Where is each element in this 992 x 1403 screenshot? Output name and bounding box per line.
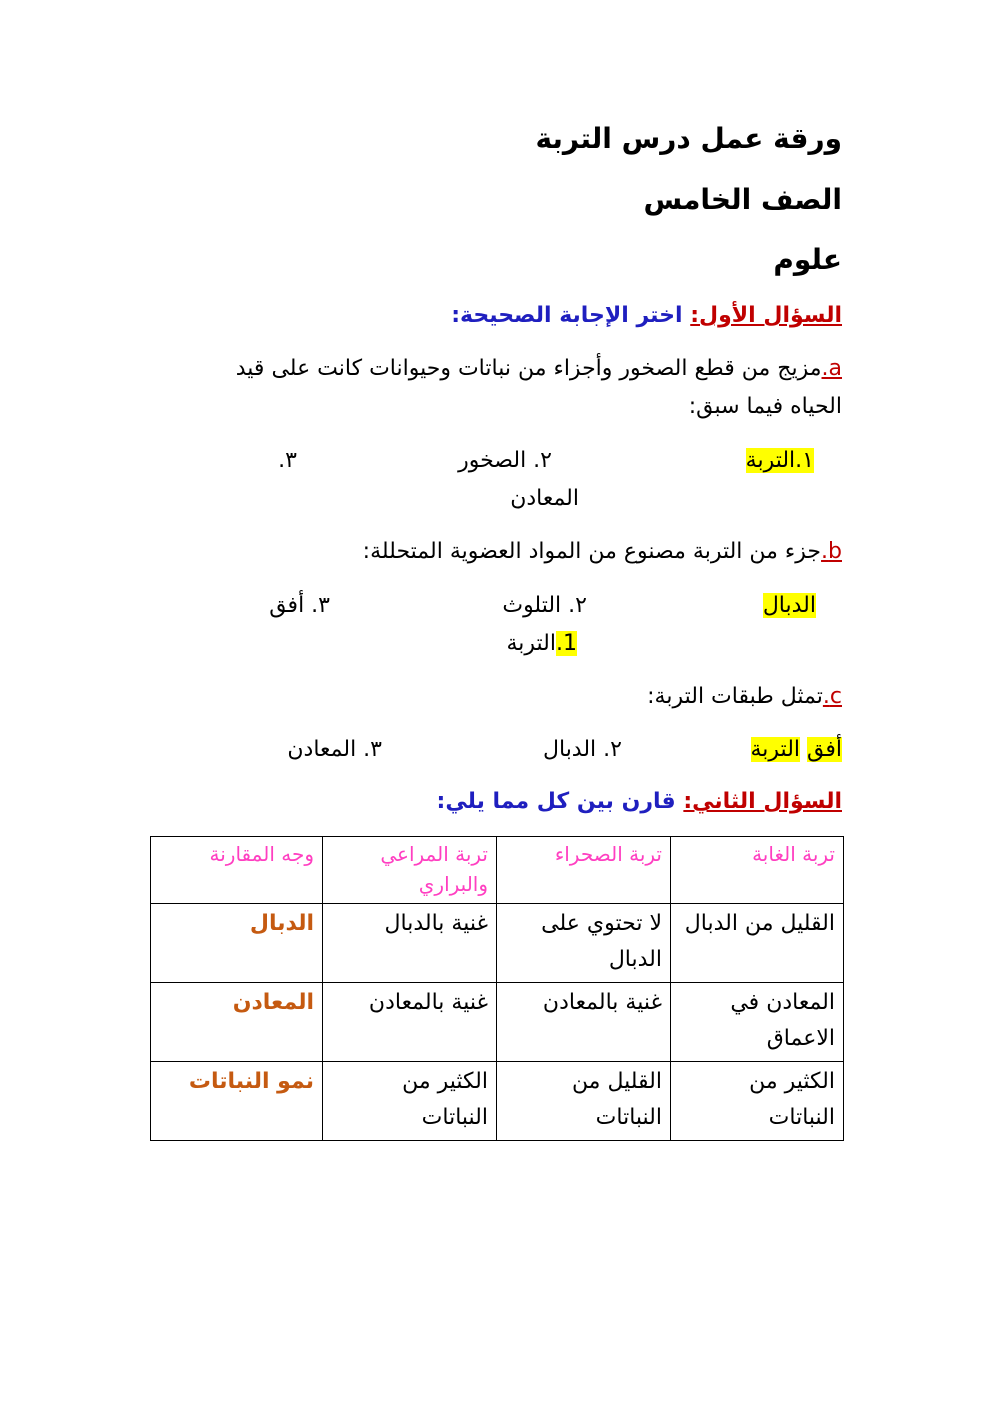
item-a-option-2: ٢. الصخور [458, 448, 552, 473]
table-row [151, 1062, 844, 1141]
question-1-instruction: اختر الإجابة الصحيحة: [451, 303, 683, 328]
item-c-option-1: أفق التربة [750, 737, 842, 762]
table-cell: غنية بالدبال [323, 904, 497, 983]
header-cell: تربة الصحراء [497, 837, 671, 904]
item-a-option-3-text: المعادن [510, 486, 579, 511]
table-row [151, 983, 844, 1062]
item-c-option-2: ٢. الدبال [543, 737, 622, 762]
header-cell: تربة المراعي والبراري [323, 837, 497, 904]
item-b-option-3: ٣. أفق [269, 593, 330, 618]
row-label: نمو النباتات [151, 1062, 323, 1141]
subject-label: علوم [773, 243, 842, 276]
item-b-stem [142, 533, 842, 571]
table-cell: لا تحتوي على الدبال [497, 904, 671, 983]
item-a-option-3-number: ٣. [278, 448, 297, 473]
item-b-option-2: ٢. التلوث [502, 593, 587, 618]
item-b-option-4: 1.التربة [506, 631, 577, 656]
table-cell: القليل من النباتات [497, 1062, 671, 1141]
comparison-table [150, 836, 844, 1141]
item-a-letter: a. [821, 356, 842, 381]
item-c-text: تمثل طبقات التربة: [647, 684, 823, 709]
question-2-instruction: قارن بين كل مما يلي: [436, 789, 676, 814]
item-b-option-1: الدبال [762, 593, 816, 618]
item-b-letter: b. [821, 539, 842, 564]
table-cell: الكثير من النباتات [323, 1062, 497, 1141]
table-cell: الكثير من النباتات [671, 1062, 844, 1141]
question-2-label: السؤال الثاني: [683, 789, 842, 814]
item-b-text: جزء من التربة مصنوع من المواد العضوية المتحللة: [362, 539, 822, 564]
table-cell: المعادن في الاعماق [671, 983, 844, 1062]
table-cell: القليل من الدبال [671, 904, 844, 983]
question-2-title [142, 785, 842, 819]
page-title: ورقة عمل درس التربة [535, 122, 842, 155]
item-a-option-1: ١.التربة [745, 448, 814, 473]
grade-label: الصف الخامس [643, 183, 842, 216]
item-a-line2: الحياه فيما سبق: [688, 394, 842, 419]
table-cell: غنية بالمعادن [497, 983, 671, 1062]
item-a-stem [142, 350, 842, 426]
table-cell: غنية بالمعادن [323, 983, 497, 1062]
item-c-option-3: ٣. المعادن [287, 737, 382, 762]
table-row [151, 904, 844, 983]
header-cell: وجه المقارنة [151, 837, 323, 904]
table-header-row [151, 837, 844, 904]
item-c-letter: c. [822, 684, 842, 709]
header-cell: تربة الغابة [671, 837, 844, 904]
question-1-title [142, 299, 842, 333]
item-c-stem [142, 678, 842, 716]
item-a-line1: مزيج من قطع الصخور وأجزاء من نباتات وحيوانات كانت على قيد [235, 356, 822, 381]
row-label: المعادن [151, 983, 323, 1062]
question-1-label: السؤال الأول: [690, 303, 842, 328]
row-label: الدبال [151, 904, 323, 983]
